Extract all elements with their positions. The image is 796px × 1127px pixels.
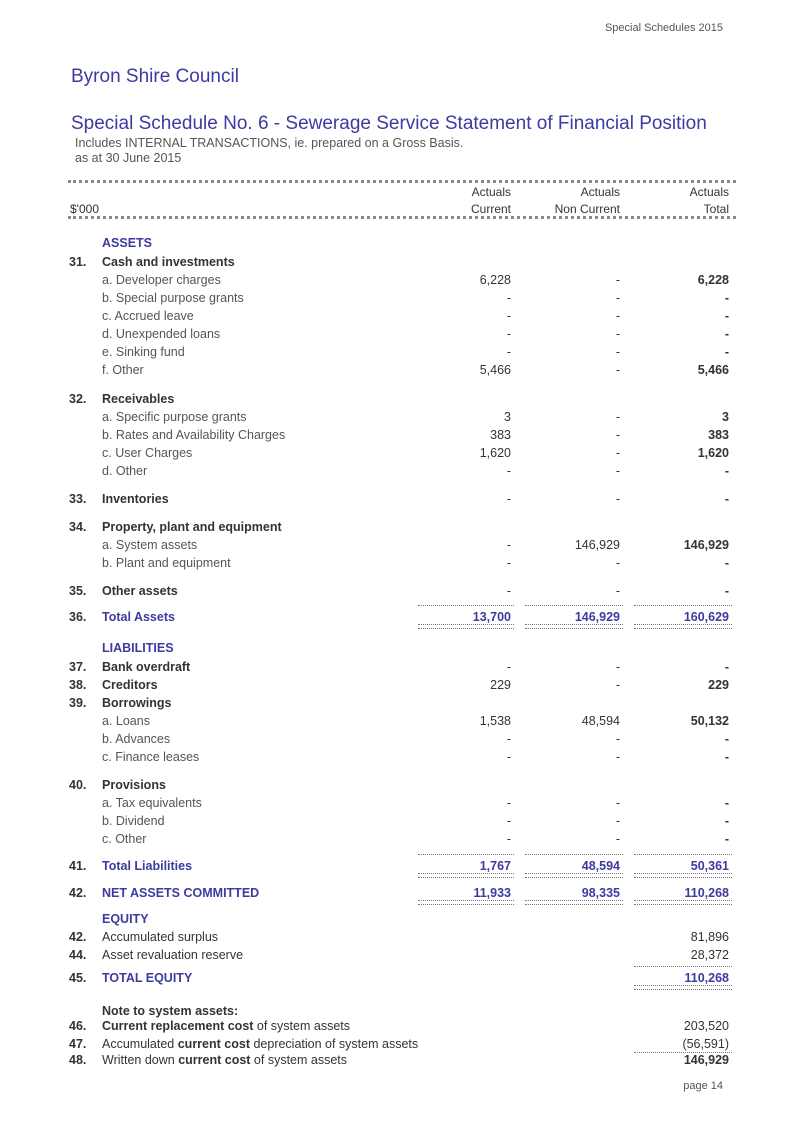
net-assets-dbl-c3 (634, 900, 732, 905)
row-31e: e. Sinking fund - - - (102, 345, 729, 359)
row-34a: a. System assets - 146,929 146,929 (102, 538, 729, 552)
col1-header-bottom: Current (470, 202, 511, 216)
row-48: 48. Written down current cost of system assets 146,929 (69, 1053, 729, 1067)
page-number: page 14 (683, 1080, 723, 1092)
row-39b: b. Advances - - - (102, 732, 729, 746)
row-31d: d. Unexpended loans - - - (102, 327, 729, 341)
total-assets-dbl-c3 (634, 624, 732, 629)
row-34b: b. Plant and equipment - - - (102, 556, 729, 570)
row-39c: c. Finance leases - - - (102, 750, 729, 764)
total-assets-dbl-c2 (525, 624, 623, 629)
total-liab-dbl-c2 (525, 873, 623, 878)
col3-header-bottom: Total (703, 202, 729, 216)
council-name: Byron Shire Council (71, 66, 239, 87)
total-liab-line-c3 (634, 854, 732, 855)
col2-header-bottom: Non Current (554, 202, 620, 216)
row-40a: a. Tax equivalents - - - (102, 796, 729, 810)
row-40c: c. Other - - - (102, 832, 729, 846)
row-38: 38. Creditors 229 - 229 (69, 678, 729, 692)
row-44: 44. Asset revaluation reserve 28,372 (69, 948, 729, 962)
row-41-total-liabilities: 41. Total Liabilities 1,767 48,594 50,361 (69, 859, 729, 873)
row-31b: b. Special purpose grants - - - (102, 291, 729, 305)
row-33: 33. Inventories - - - (69, 492, 729, 506)
total-assets-line-c3 (634, 605, 732, 606)
section-liabilities: LIABILITIES (102, 641, 174, 655)
net-assets-dbl-c1 (418, 900, 514, 905)
total-liab-dbl-c1 (418, 873, 514, 878)
row-32a: a. Specific purpose grants 3 - 3 (102, 410, 729, 424)
row-31a: a. Developer charges 6,228 - 6,228 (102, 273, 729, 287)
note-heading: Note to system assets: (102, 1004, 239, 1018)
row-32: 32. Receivables (69, 392, 175, 406)
col1-header-top: Actuals (471, 185, 511, 199)
total-assets-line-c1 (418, 605, 514, 606)
row-39: 39. Borrowings (69, 696, 172, 710)
total-assets-line-c2 (525, 605, 623, 606)
row-42-net-assets: 42. NET ASSETS COMMITTED 11,933 98,335 110,268 (69, 886, 729, 900)
total-liab-dbl-c3 (634, 873, 732, 878)
total-liab-line-c1 (418, 854, 514, 855)
row-45-total-equity: 45. TOTAL EQUITY 110,268 (69, 971, 729, 985)
row-39a: a. Loans 1,538 48,594 50,132 (102, 714, 729, 728)
section-equity: EQUITY (102, 912, 149, 926)
col2-header-top: Actuals (580, 185, 620, 199)
header-divider-top (68, 180, 736, 183)
row-31: 31. Cash and investments (69, 255, 235, 269)
row-37: 37. Bank overdraft - - - (69, 660, 729, 674)
row-34: 34. Property, plant and equipment (69, 520, 282, 534)
row-32d: d. Other - - - (102, 464, 729, 478)
row-46: 46. Current replacement cost of system assets 203,520 (69, 1019, 729, 1033)
section-assets: ASSETS (102, 236, 153, 250)
row-31f: f. Other 5,466 - 5,466 (102, 363, 729, 377)
subtitle-date: as at 30 June 2015 (75, 151, 182, 165)
equity-line (634, 966, 732, 967)
row-35: 35. Other assets - - - (69, 584, 729, 598)
unit-label: $'000 (70, 202, 99, 216)
row-31c: c. Accrued leave - - - (102, 309, 729, 323)
page-title: Special Schedule No. 6 - Sewerage Service Statement of Financial Position (71, 113, 707, 134)
schedule-tag: Special Schedules 2015 (604, 22, 723, 34)
row-40b: b. Dividend - - - (102, 814, 729, 828)
row-47: 47. Accumulated current cost depreciation of system assets (56,591) (69, 1037, 729, 1051)
row-36-total-assets: 36. Total Assets 13,700 146,929 160,629 (69, 610, 729, 624)
row-32c: c. User Charges 1,620 - 1,620 (102, 446, 729, 460)
total-liab-line-c2 (525, 854, 623, 855)
total-assets-dbl-c1 (418, 624, 514, 629)
row-42-accumulated-surplus: 42. Accumulated surplus 81,896 (69, 930, 729, 944)
col3-header-top: Actuals (689, 185, 729, 199)
row-32b: b. Rates and Availability Charges 383 - 383 (102, 428, 729, 442)
row-40: 40. Provisions (69, 778, 166, 792)
equity-dbl (634, 985, 732, 990)
header-divider-bottom (68, 216, 736, 219)
subtitle-basis: Includes INTERNAL TRANSACTIONS, ie. prepared on a Gross Basis. (75, 136, 464, 150)
net-assets-dbl-c2 (525, 900, 623, 905)
